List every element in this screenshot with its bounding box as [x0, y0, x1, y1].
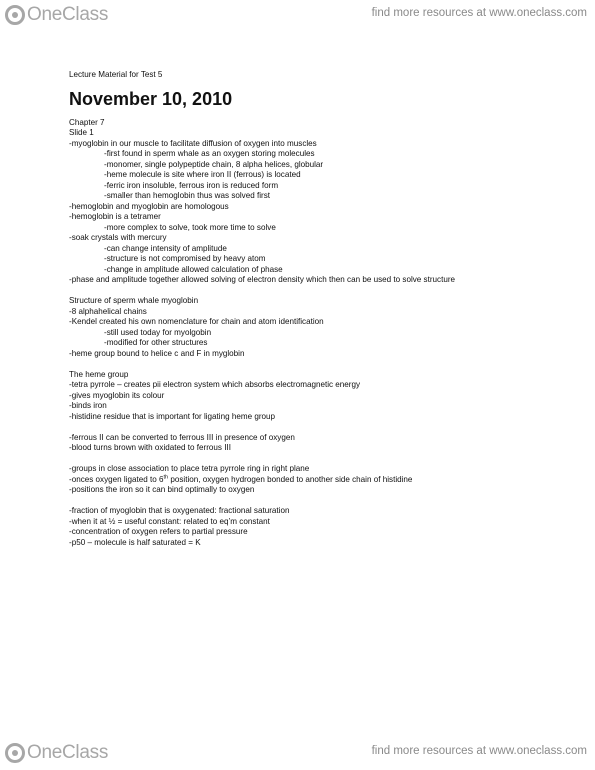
text-line: -p50 – molecule is half saturated = K	[69, 537, 201, 547]
text-line: -blood turns brown with oxidated to ferrous III	[69, 443, 231, 452]
text-line: -myoglobin in our muscle to facilitate diffusion of oxygen into muscles	[69, 138, 317, 148]
text-line: -monomer, single polypeptide chain, 8 alpha helices, globular	[104, 159, 324, 169]
line-gap	[69, 454, 539, 465]
text-line: -heme molecule is site where iron II (ferrous) is located	[104, 170, 301, 179]
text-line: -gives myoglobin its colour	[69, 390, 165, 400]
text-line: -phase and amplitude together allowed solving of electron density which then can be used to solve structure	[69, 275, 456, 284]
text-line: -change in amplitude allowed calculation of phase	[104, 264, 283, 274]
text-line: -more complex to solve, took more time to solve	[104, 222, 276, 232]
document-date: November 10, 2010	[69, 88, 233, 109]
text-line: Chapter 7	[69, 117, 105, 127]
line-gap	[69, 422, 539, 433]
oneclass-logo[interactable]	[4, 742, 108, 764]
document-label: Lecture Material for Test 5	[69, 70, 163, 79]
text-line: -Kendel created his own nomenclature for chain and atom identification	[69, 317, 324, 326]
text-line: -hemoglobin and myoglobin are homologous	[69, 201, 229, 211]
line-gap	[69, 359, 539, 370]
text-line: -smaller than hemoglobin thus was solved first	[104, 191, 270, 200]
document-body	[69, 70, 539, 548]
text-line: -groups in close association to place tetra pyrrole ring in right plane	[69, 464, 310, 473]
text-line: -can change intensity of amplitude	[104, 243, 227, 253]
text-line: -binds iron	[69, 401, 107, 410]
text-line: -tetra pyrrole – creates pii electron system which absorbs electromagnetic energy	[69, 380, 361, 389]
text-line: -ferric iron insoluble, ferrous iron is reduced form	[104, 180, 279, 190]
oneclass-logo-icon	[4, 4, 26, 26]
text-line: -ferrous II can be converted to ferrous III in presence of oxygen	[69, 432, 295, 442]
text-line	[69, 475, 539, 486]
superscript: th	[163, 473, 169, 480]
text-fragment: position, oxygen hydrogen bonded to another side chain of histidine	[168, 474, 413, 484]
text-line: -heme group bound to helice c and F in myglobin	[69, 348, 245, 358]
text-fragment: -onces oxygen ligated to 6	[69, 474, 164, 484]
oneclass-logo[interactable]	[4, 4, 108, 26]
text-line: -when it at ½ = useful constant: related to eq’m constant	[69, 516, 270, 526]
text-line: -concentration of oxygen refers to partial pressure	[69, 527, 248, 536]
page-footer	[0, 738, 595, 770]
text-line: -hemoglobin is a tetramer	[69, 212, 161, 221]
promo-link[interactable]: find more resources at www.oneclass.com	[371, 745, 587, 757]
text-line: -modified for other structures	[104, 338, 208, 347]
line-gap	[69, 496, 539, 507]
text-line: -histidine residue that is important for ligating heme group	[69, 411, 276, 421]
text-line: -positions the iron so it can bind optimally to oxygen	[69, 485, 255, 494]
text-line: -fraction of myoglobin that is oxygenated: fractional saturation	[69, 506, 290, 515]
line-gap	[69, 286, 539, 297]
text-line: -structure is not compromised by heavy atom	[104, 254, 266, 263]
text-line: -still used today for myolgobin	[104, 327, 212, 337]
text-line: Slide 1	[69, 128, 94, 137]
page-header	[0, 0, 595, 32]
logo-text: OneClass	[27, 742, 109, 763]
text-line: -first found in sperm whale as an oxygen storing molecules	[104, 149, 315, 158]
section-heading: The heme group	[69, 369, 129, 379]
text-line: -soak crystals with mercury	[69, 233, 167, 242]
logo-text: OneClass	[27, 4, 109, 25]
oneclass-logo-icon	[4, 742, 26, 764]
section-heading: Structure of sperm whale myoglobin	[69, 296, 199, 305]
promo-link[interactable]: find more resources at www.oneclass.com	[371, 7, 587, 19]
text-line: -8 alphahelical chains	[69, 306, 147, 316]
